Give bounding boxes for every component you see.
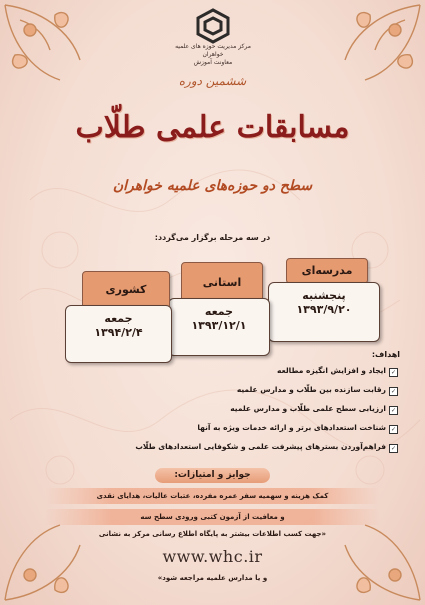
stage-day: پنجشنبه — [302, 289, 346, 302]
stage-day: جمعه — [204, 305, 234, 318]
stage-level: مدرسه‌ای — [286, 258, 368, 284]
goals-title: اهداف: — [371, 350, 400, 359]
poster-subtitle: سطح دو حوزه‌های علمیه خواهران — [112, 178, 313, 194]
contact-text: و یا مدارس علمیه مراجعه شود» — [157, 574, 268, 582]
stage-date: ۱۳۹۳/۱۲/۱ — [191, 319, 247, 332]
stage-level: کشوری — [82, 271, 170, 309]
website-link[interactable]: www.whc.ir — [162, 547, 263, 566]
prizes-title: جوایز و امتیازات: — [155, 468, 270, 483]
prize-item: و معافیت از آزمون کتبی ورودی سطح سه — [45, 509, 380, 525]
ornament-top-right — [315, 0, 425, 110]
goal-item — [60, 442, 398, 455]
checkbox-icon: ✓ — [390, 369, 397, 376]
stage-level: استانی — [181, 262, 263, 304]
checkbox-icon: ✓ — [390, 407, 397, 414]
edition-label: ششمین دوره — [178, 74, 247, 88]
info-text: «جهت کسب اطلاعات بیشتر به پایگاه اطلاع رسانی مرکز به نشانی — [98, 530, 327, 538]
goal-text: فراهم‌آوردن بسترهای پیشرفت علمی و شکوفایی استعدادهای طلّاب — [135, 442, 386, 451]
goal-text: ایجاد و افزایش انگیزه مطالعه — [277, 366, 386, 375]
goal-item — [60, 366, 398, 379]
stage-date-box — [65, 305, 172, 363]
goal-text: رقابت سازنده بین طلّاب و مدارس علمیه — [236, 385, 386, 394]
goal-item — [60, 423, 398, 436]
checkbox-icon: ✓ — [390, 426, 397, 433]
stages-intro: در سه مرحله برگزار می‌گردد: — [154, 233, 271, 242]
stage-date: ۱۳۹۳/۹/۲۰ — [296, 303, 352, 316]
stage-date-box — [268, 282, 380, 342]
org-name — [170, 43, 256, 67]
checkbox-icon: ✓ — [390, 388, 397, 395]
goal-text: شناخت استعدادهای برتر و ارائه خدمات ویژه به آنها — [197, 423, 386, 432]
checkbox-icon: ✓ — [390, 445, 397, 452]
goal-item — [60, 385, 398, 398]
prize-item: کمک هزینه و سهمیه سفر عمره مفرده، عتبات عالیات، هدایای نقدی — [45, 488, 380, 504]
poster-title: مسابقات علمی طلّاب — [75, 110, 350, 145]
org-department: معاونت آموزش — [193, 59, 233, 66]
stage-date-box — [168, 298, 270, 356]
stage-date: ۱۳۹۴/۲/۴ — [94, 326, 143, 339]
goal-text: ارزیابی سطح علمی طلّاب و مدارس علمیه — [230, 404, 386, 413]
goal-item — [60, 404, 398, 417]
whc-logo-icon — [188, 6, 238, 46]
stage-day: جمعه — [104, 312, 133, 325]
org-title: مرکز مدیریت حوزه های علمیه خواهران — [175, 43, 251, 58]
ornament-top-left — [0, 0, 110, 110]
